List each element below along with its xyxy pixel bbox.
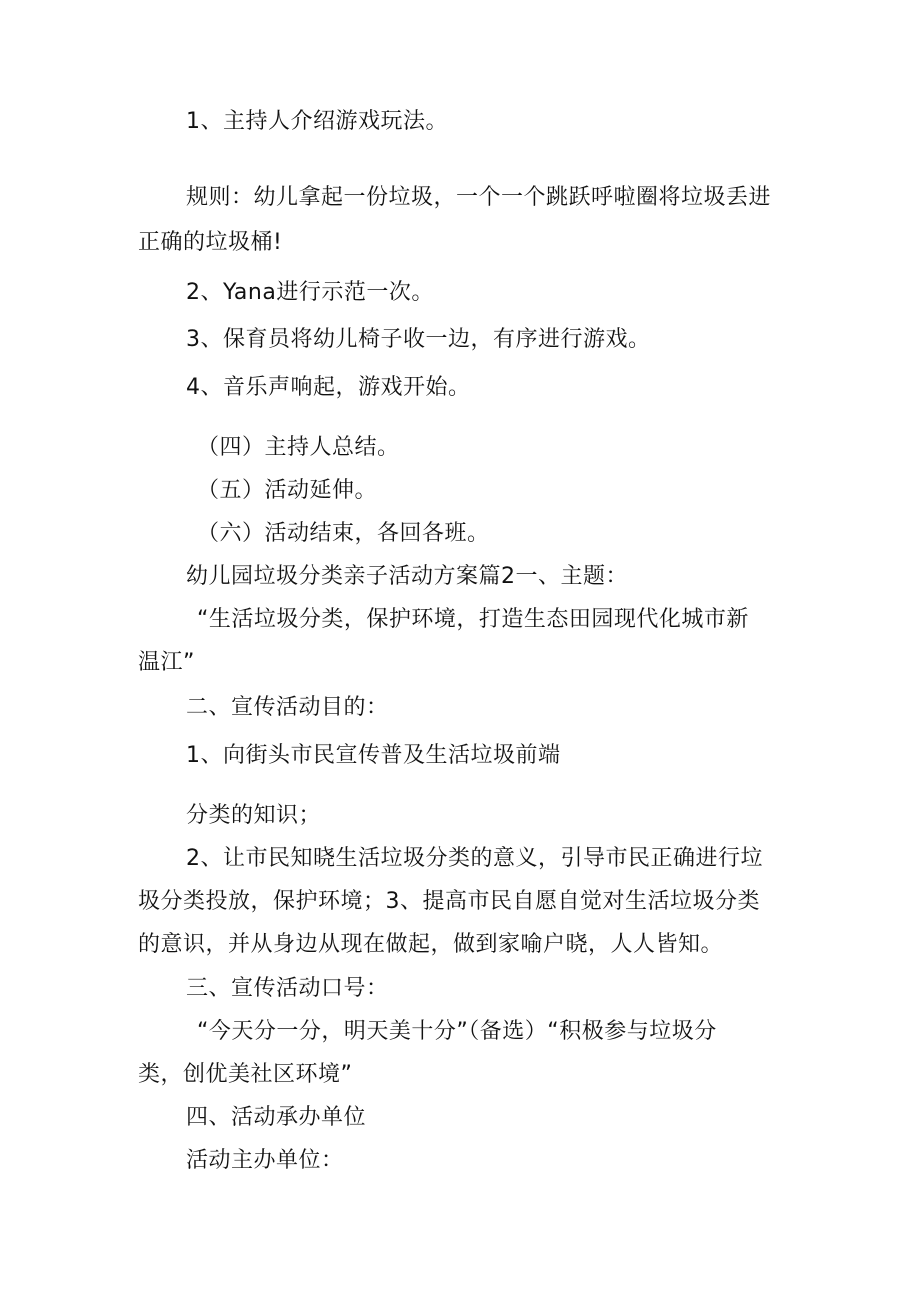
text-line: （五）活动延伸。 (197, 478, 378, 503)
text-line: 1、向街头市民宣传普及生活垃圾前端 (186, 743, 561, 768)
text-line: 圾分类投放，保护环境；3、提高市民自愿自觉对生活垃圾分类 (138, 889, 760, 914)
text-line: 活动主办单位： (186, 1148, 344, 1173)
text-line: 温江” (138, 650, 195, 675)
text-line: 四、活动承办单位 (186, 1105, 367, 1130)
text-line: “生活垃圾分类，保护环境，打造生态田园现代化城市新 (197, 607, 749, 632)
text-line: 幼儿园垃圾分类亲子活动方案篇2一、主题： (186, 564, 628, 589)
text-line: 分类的知识； (186, 803, 322, 828)
text-line: 1、主持人介绍游戏玩法。 (186, 109, 448, 134)
text-line: 二、宣传活动目的： (186, 695, 389, 720)
text-line: 三、宣传活动口号： (186, 976, 389, 1001)
text-line: “今天分一分，明天美十分”（备选）“积极参与垃圾分 (197, 1019, 717, 1044)
text-line: （四）主持人总结。 (197, 435, 400, 460)
text-line: 2、让市民知晓生活垃圾分类的意义，引导市民正确进行垃 (186, 846, 763, 871)
text-line: 规则：幼儿拿起一份垃圾，一个一个跳跃呼啦圈将垃圾丢进 (186, 185, 772, 210)
text-line: 3、保育员将幼儿椅子收一边，有序进行游戏。 (186, 327, 651, 352)
text-line: 类，创优美社区环境” (138, 1062, 353, 1087)
text-line: 正确的垃圾桶! (138, 230, 283, 255)
text-line: 4、音乐声响起，游戏开始。 (186, 375, 471, 400)
text-line: 2、Yana进行示范一次。 (186, 280, 434, 305)
text-line: （六）活动结束，各回各班。 (197, 521, 490, 546)
text-line: 的意识，并从身边从现在做起，做到家喻户晓，人人皆知。 (138, 932, 724, 957)
